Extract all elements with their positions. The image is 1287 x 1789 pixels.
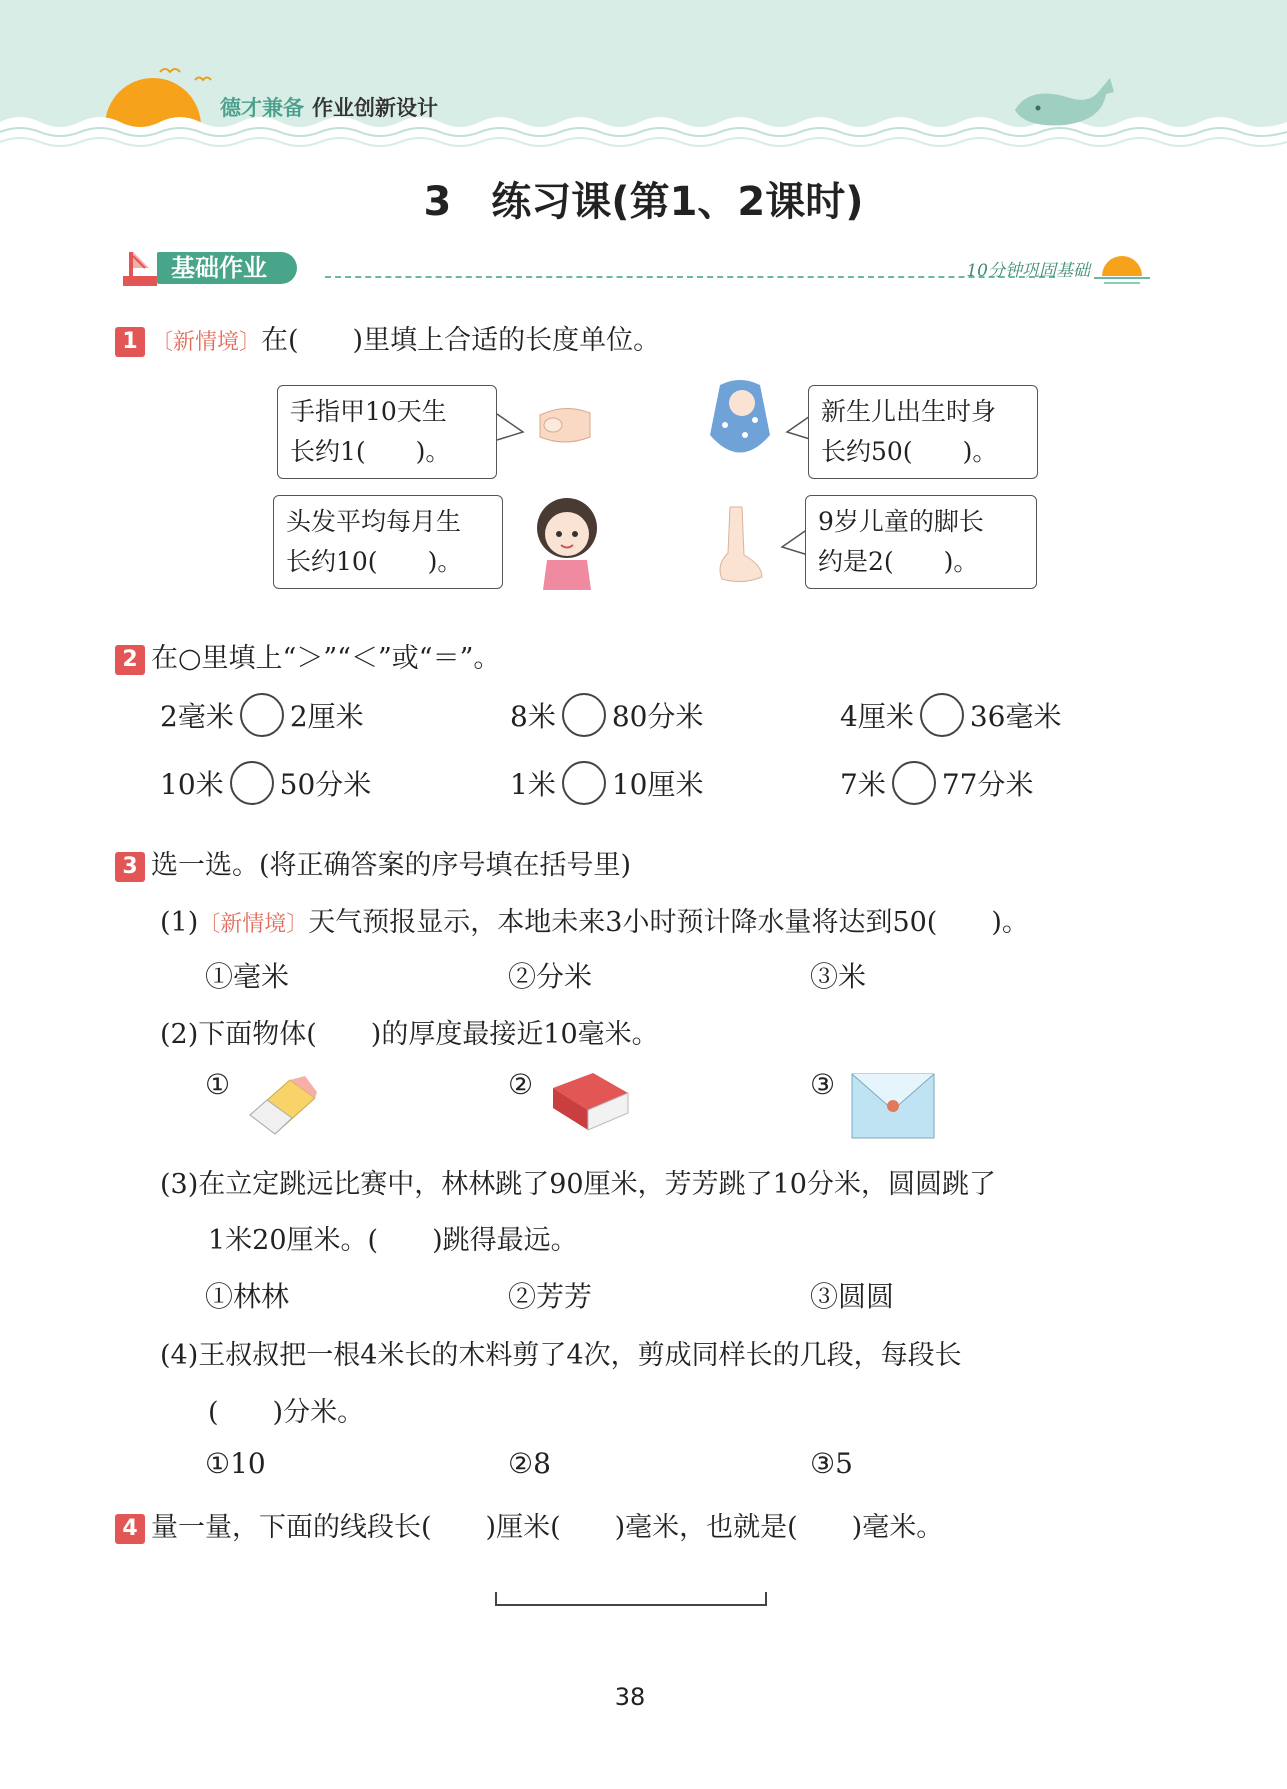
whale-icon [1010, 70, 1120, 130]
answer-circle[interactable] [562, 693, 606, 737]
compare-left: 4厘米 [840, 700, 914, 733]
option[interactable]: ①毫米 [205, 960, 290, 993]
line-segment [495, 1592, 767, 1606]
option[interactable]: ③ [810, 1068, 836, 1101]
lesson-title: 3 练习课(第1、2课时) [423, 179, 864, 225]
box-line: 长约50( )。 [821, 437, 998, 466]
compare-left: 2毫米 [160, 700, 234, 733]
question-2 [115, 636, 500, 675]
speech-box-fingernail [277, 385, 497, 479]
question-number: 2 [115, 645, 145, 675]
answer-circle[interactable] [562, 761, 606, 805]
series-name: 作业创新设计 [312, 96, 438, 120]
question-number: 3 [115, 852, 145, 882]
comparison-item [160, 693, 364, 737]
question-number: 1 [115, 327, 145, 357]
compare-left: 8米 [510, 700, 556, 733]
sub-prefix: (1) [160, 907, 199, 938]
compare-left: 10米 [160, 768, 224, 801]
sub-question-3-line-2: 1米20厘米。( )跳得最远。 [208, 1225, 578, 1256]
box-line: 头发平均每月生 [286, 507, 462, 536]
compare-right: 80分米 [611, 700, 704, 733]
question-prompt: 在○里填上“＞”“＜”或“＝”。 [151, 643, 501, 674]
question-prompt: 选一选。(将正确答案的序号填在括号里) [151, 850, 632, 881]
box-line: 手指甲10天生 [290, 397, 447, 426]
question-prompt: 量一量，下面的线段长( )厘米( )毫米，也就是( )毫米。 [151, 1512, 944, 1543]
question-3 [115, 843, 631, 882]
finger-icon [535, 395, 595, 455]
box-line: 9岁儿童的脚长 [818, 507, 984, 536]
question-prompt: 在( )里填上合适的长度单位。 [261, 325, 661, 356]
option[interactable]: ①10 [205, 1447, 266, 1480]
speech-tail [495, 410, 525, 450]
page-header [0, 0, 1287, 150]
sub-question-3-line-1: (3)在立定跳远比赛中，林林跳了90厘米，芳芳跳了10分米，圆圆跳了 [160, 1169, 996, 1200]
section-banner [115, 246, 1150, 290]
compare-right: 50分米 [279, 768, 372, 801]
sunset-icon [1094, 250, 1150, 286]
option[interactable]: ③5 [810, 1447, 853, 1480]
section-divider [325, 276, 1055, 278]
sub-question-1 [160, 900, 1029, 939]
eraser-icon [245, 1070, 320, 1140]
box-line: 约是2( )。 [818, 547, 979, 576]
sub-question-4-line-1: (4)王叔叔把一根4米长的木料剪了4次，剪成同样长的几段，每段长 [160, 1340, 962, 1371]
answer-circle[interactable] [230, 761, 274, 805]
answer-circle[interactable] [892, 761, 936, 805]
sub-question-4-line-2: ( )分米。 [208, 1397, 365, 1428]
option[interactable]: ① [205, 1068, 231, 1101]
question-number: 4 [115, 1514, 145, 1544]
series-title [220, 92, 438, 122]
compare-right: 77分米 [941, 768, 1034, 801]
option[interactable]: ①林林 [205, 1280, 290, 1313]
ship-icon [115, 246, 163, 288]
foot-icon [712, 505, 767, 585]
speech-box-hair [273, 495, 503, 589]
new-context-tag: 〔新情境〕 [151, 330, 262, 355]
series-name-colored: 德才兼备 [220, 96, 304, 120]
girl-icon [525, 490, 610, 600]
sub-question-2: (2)下面物体( )的厚度最接近10毫米。 [160, 1019, 659, 1050]
option[interactable]: ②芳芳 [508, 1280, 593, 1313]
option[interactable]: ②分米 [508, 960, 593, 993]
option[interactable]: ② [508, 1068, 534, 1101]
thick-book-icon [548, 1068, 633, 1133]
speech-box-foot [805, 495, 1037, 589]
section-hint: 10分钟巩固基础 [966, 261, 1090, 281]
page-number [600, 1670, 660, 1724]
answer-circle[interactable] [920, 693, 964, 737]
compare-right: 2厘米 [289, 700, 364, 733]
sub-text: 天气预报显示，本地未来3小时预计降水量将达到50( )。 [308, 907, 1029, 938]
question-1 [115, 318, 660, 357]
option[interactable]: ③圆圆 [810, 1280, 895, 1313]
comparison-item [160, 761, 371, 805]
comparison-item [840, 761, 1033, 805]
comparison-item [510, 761, 703, 805]
speech-box-newborn [808, 385, 1038, 479]
question-4 [115, 1505, 943, 1544]
compare-left: 7米 [840, 768, 886, 801]
option[interactable]: ②8 [508, 1447, 551, 1480]
box-line: 新生儿出生时身 [821, 397, 997, 426]
compare-right: 10厘米 [611, 768, 704, 801]
new-context-tag: 〔新情境〕 [198, 912, 309, 937]
compare-left: 1米 [510, 768, 556, 801]
section-label: 基础作业 [157, 252, 297, 284]
answer-circle[interactable] [240, 693, 284, 737]
newborn-baby-icon [700, 375, 780, 465]
comparison-item [840, 693, 1061, 737]
comparison-item [510, 693, 703, 737]
page-number-text: 38 [614, 1683, 646, 1711]
envelope-icon [850, 1072, 936, 1140]
box-line: 长约10( )。 [286, 547, 463, 576]
compare-right: 36毫米 [969, 700, 1062, 733]
option[interactable]: ③米 [810, 960, 867, 993]
box-line: 长约1( )。 [290, 437, 451, 466]
